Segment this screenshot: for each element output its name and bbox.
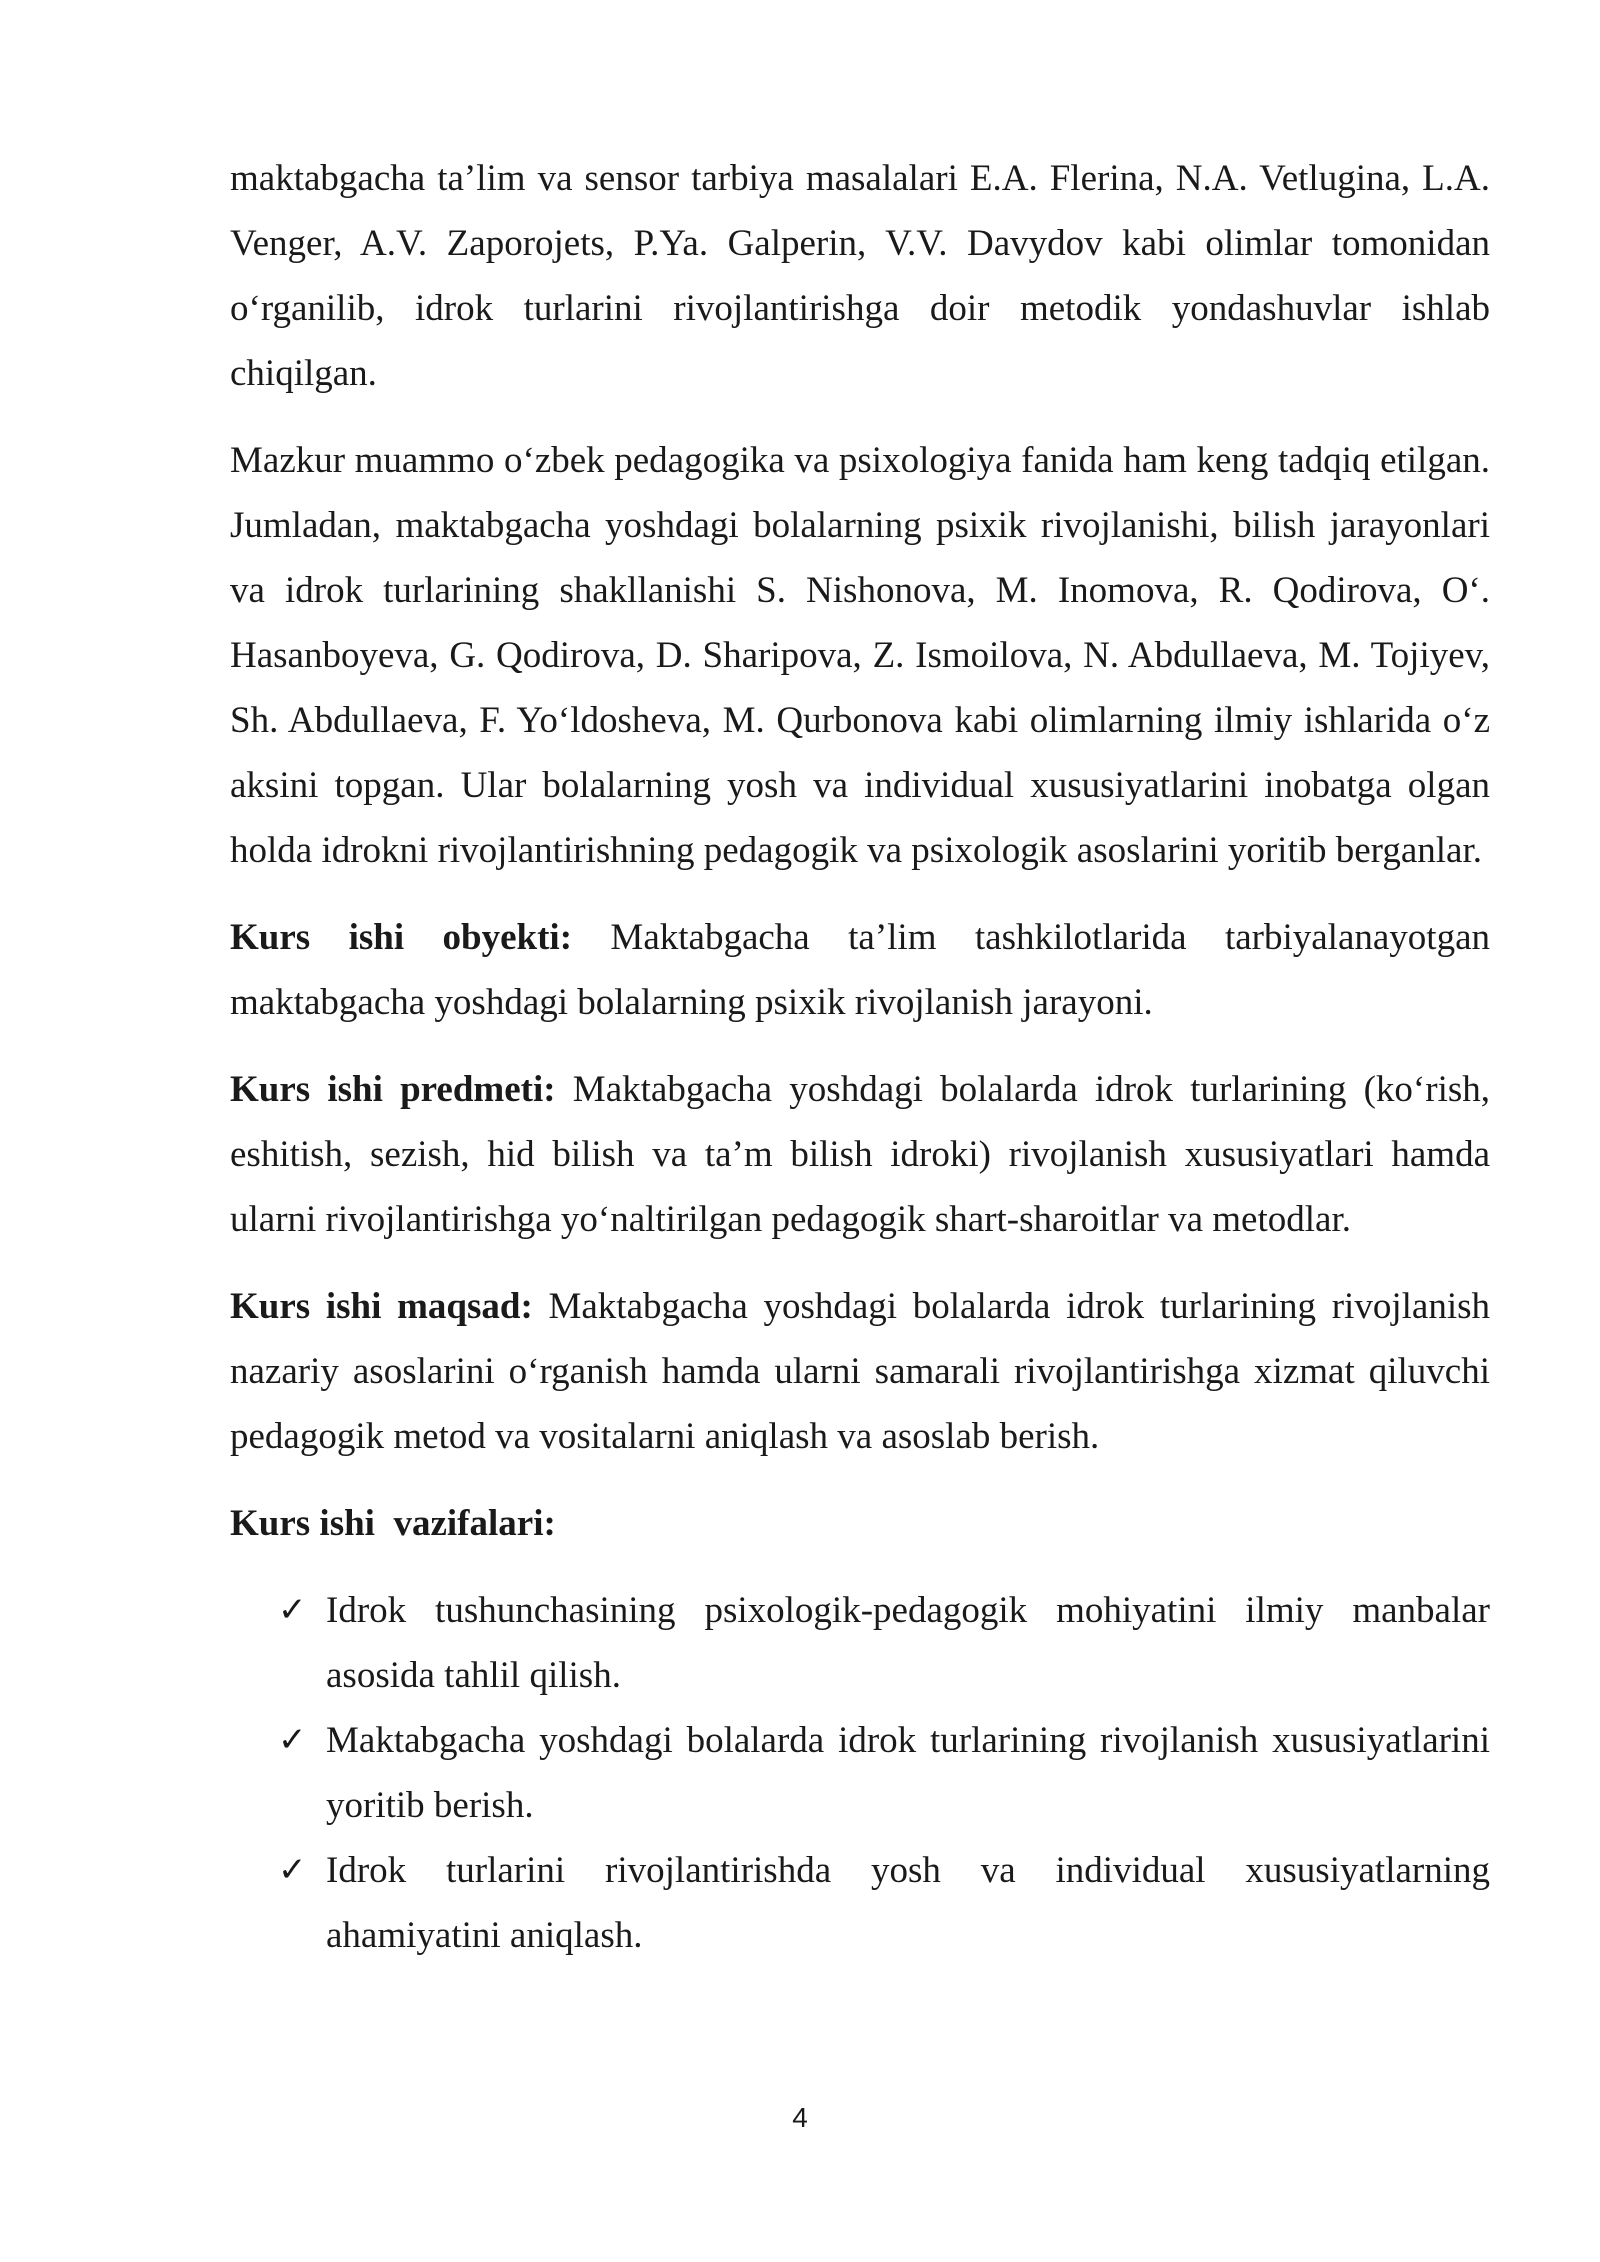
- paragraph-intro-continuation: maktabgacha ta’lim va sensor tarbiya masalalari E.A. Flerina, N.A. Vetlugina, L.A. Venger, A.V. Zaporojets, P.Ya. Galperin, V.V. Davydov kabi olimlar tomonidan o‘rganilib, idrok turlarini rivojlantirishga doir metodik yondashuvlar ishlab chiqilgan.: [230, 158, 1490, 394]
- task-item: [230, 1838, 1490, 1968]
- course-subject-label: Kurs ishi predmeti:: [230, 1069, 556, 1110]
- course-tasks-list: [230, 1578, 1490, 1968]
- task-text: Idrok turlarini rivojlantirishda yosh va individual xususiyatlarning ahamiyatini aniqlash.: [326, 1850, 1490, 1956]
- course-object-text: Maktabgacha ta’lim tashkilotlarida tarbiyalanayotgan maktabgacha yoshdagi bolalarning psixik rivojlanish jarayoni.: [230, 917, 1491, 1023]
- course-goal-text: Maktabgacha yoshdagi bolalarda idrok turlarining rivojlanish nazariy asoslarini o‘rganish hamda ularni samarali rivojlantirishga xizmat qiluvchi pedagogik metod va vositalarni aniqlash va asoslab berish.: [230, 1286, 1490, 1457]
- course-subject-paragraph: [230, 1057, 1490, 1252]
- task-text: Maktabgacha yoshdagi bolalarda idrok turlarining rivojlanish xususiyatlarini yoritib berish.: [326, 1720, 1490, 1826]
- task-text: Idrok tushunchasining psixologik-pedagogik mohiyatini ilmiy manbalar asosida tahlil qilish.: [326, 1590, 1490, 1696]
- page-number: 4: [792, 2102, 808, 2133]
- course-subject-text: Maktabgacha yoshdagi bolalarda idrok turlarining (ko‘rish, eshitish, sezish, hid bilish va ta’m bilish idroki) rivojlanish xususiyatlari hamda ularni rivojlantirishga yo‘naltirilgan pedagogik shart-sharoitlar va metodlar.: [230, 1069, 1490, 1240]
- checkmark-icon: ✓: [278, 1850, 307, 1890]
- course-goal-paragraph: [230, 1274, 1490, 1469]
- course-object-paragraph: [230, 905, 1490, 1035]
- task-item: [230, 1708, 1490, 1838]
- page-body: [230, 146, 1490, 1968]
- course-object-label: Kurs ishi obyekti:: [230, 917, 573, 958]
- checkmark-icon: ✓: [278, 1720, 307, 1760]
- course-tasks-heading: Kurs ishi vazifalari:: [230, 1503, 556, 1544]
- task-item: [230, 1578, 1490, 1708]
- course-goal-label: Kurs ishi maqsad:: [230, 1286, 533, 1327]
- paragraph-uzbek-research: Mazkur muammo o‘zbek pedagogika va psixologiya fanida ham keng tadqiq etilgan. Jumladan, maktabgacha yoshdagi bolalarning psixik rivojlanishi, bilish jarayonlari va idrok turlarining shakllanishi S. Nishonova, M. Inomova, R. Qodirova, O‘. Hasanboyeva, G. Qodirova, D. Sharipova, Z. Ismoilova, N. Abdullaeva, M. Tojiyev, Sh. Abdullaeva, F. Yo‘ldosheva, M. Qurbonova kabi olimlarning ilmiy ishlarida o‘z aksini topgan. Ular bolalarning yosh va individual xususiyatlarini inobatga olgan holda idrokni rivojlantirishning pedagogik va psixologik asoslarini yoritib berganlar.: [230, 440, 1490, 871]
- checkmark-icon: ✓: [278, 1590, 307, 1630]
